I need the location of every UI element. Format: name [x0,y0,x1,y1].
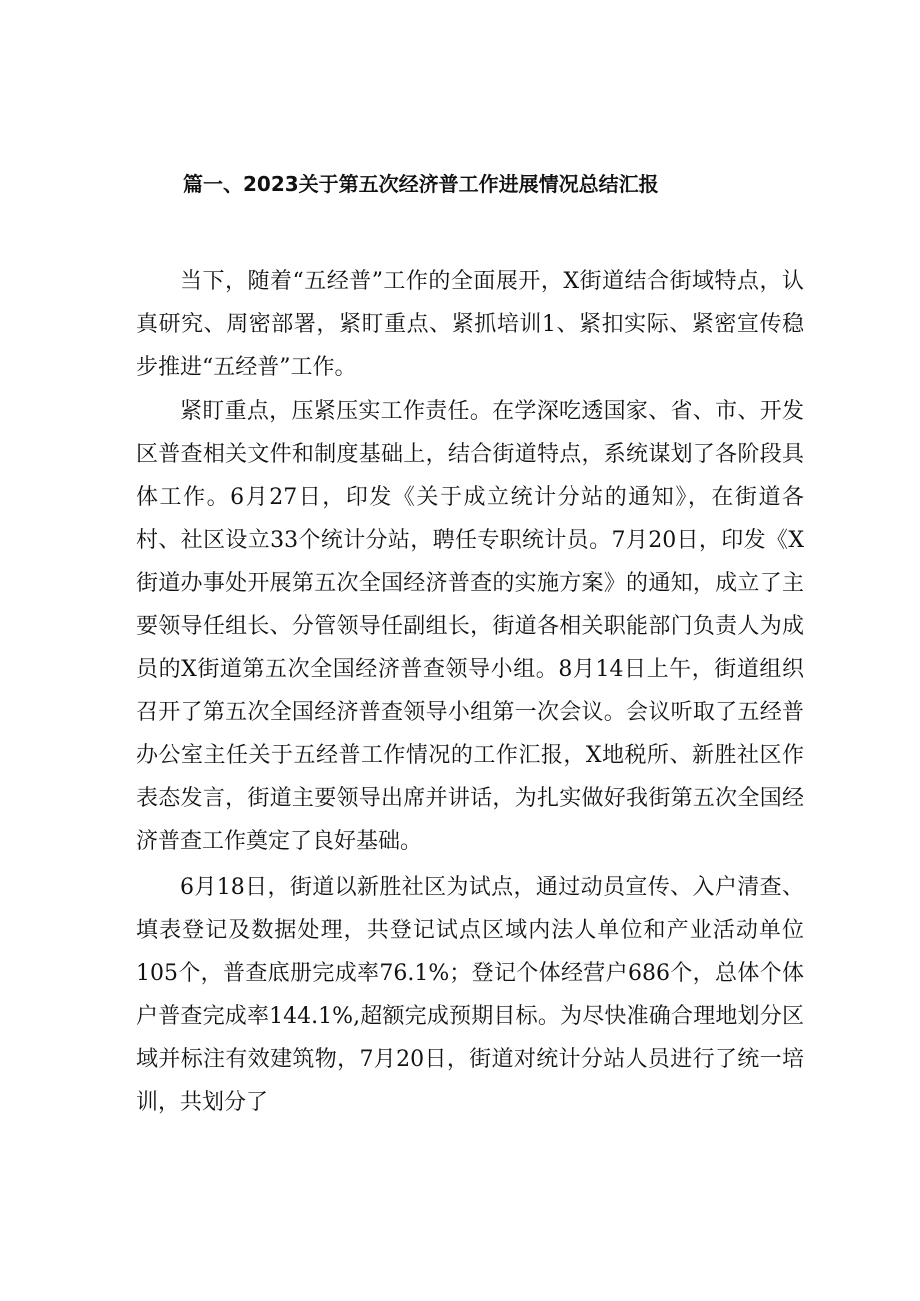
document-body [136,260,804,1124]
paragraph-pilot: 6月18日，街道以新胜社区为试点，通过动员宣传、入户清查、填表登记及数据处理，共登记试点区域内法人单位和产业活动单位105个，普查底册完成率76.1%；登记个体经营户686个，总体个体户普查完成率144.1%,超额完成预期目标。为尽快准确合理地划分区域并标注有效建筑物，7月20日，街道对统计分站人员进行了统一培训，共划分了 [136,875,804,1115]
paragraph-intro: 当下，随着“五经普”工作的全面展开，X街道结合街域特点，认真研究、周密部署，紧盯重点、紧抓培训1、紧扣实际、紧密宣传稳步推进“五经普”工作。 [136,269,804,380]
paragraph-key-tasks: 紧盯重点，压紧压实工作责任。在学深吃透国家、省、市、开发区普查相关文件和制度基础上，结合街道特点，系统谋划了各阶段具体工作。6月27日，印发《关于成立统计分站的通知》，在街道各村、社区设立33个统计分站，聘任专职统计员。7月20日，印发《X街道办事处开展第五次全国经济普查的实施方案》的通知，成立了主要领导任组长、分管领导任副组长，街道各相关职能部门负责人为成员的X街道第五次全国经济普查领导小组。8月14日上午，街道组织召开了第五次全国经济普查领导小组第一次会议。会议听取了五经普办公室主任关于五经普工作情况的工作汇报，X地税所、新胜社区作表态发言，街道主要领导出席并讲话，为扎实做好我街第五次全国经济普查工作奠定了良好基础。 [136,399,804,854]
document-title: 篇一、2023关于第五次经济普工作进展情况总结汇报 [183,172,659,196]
